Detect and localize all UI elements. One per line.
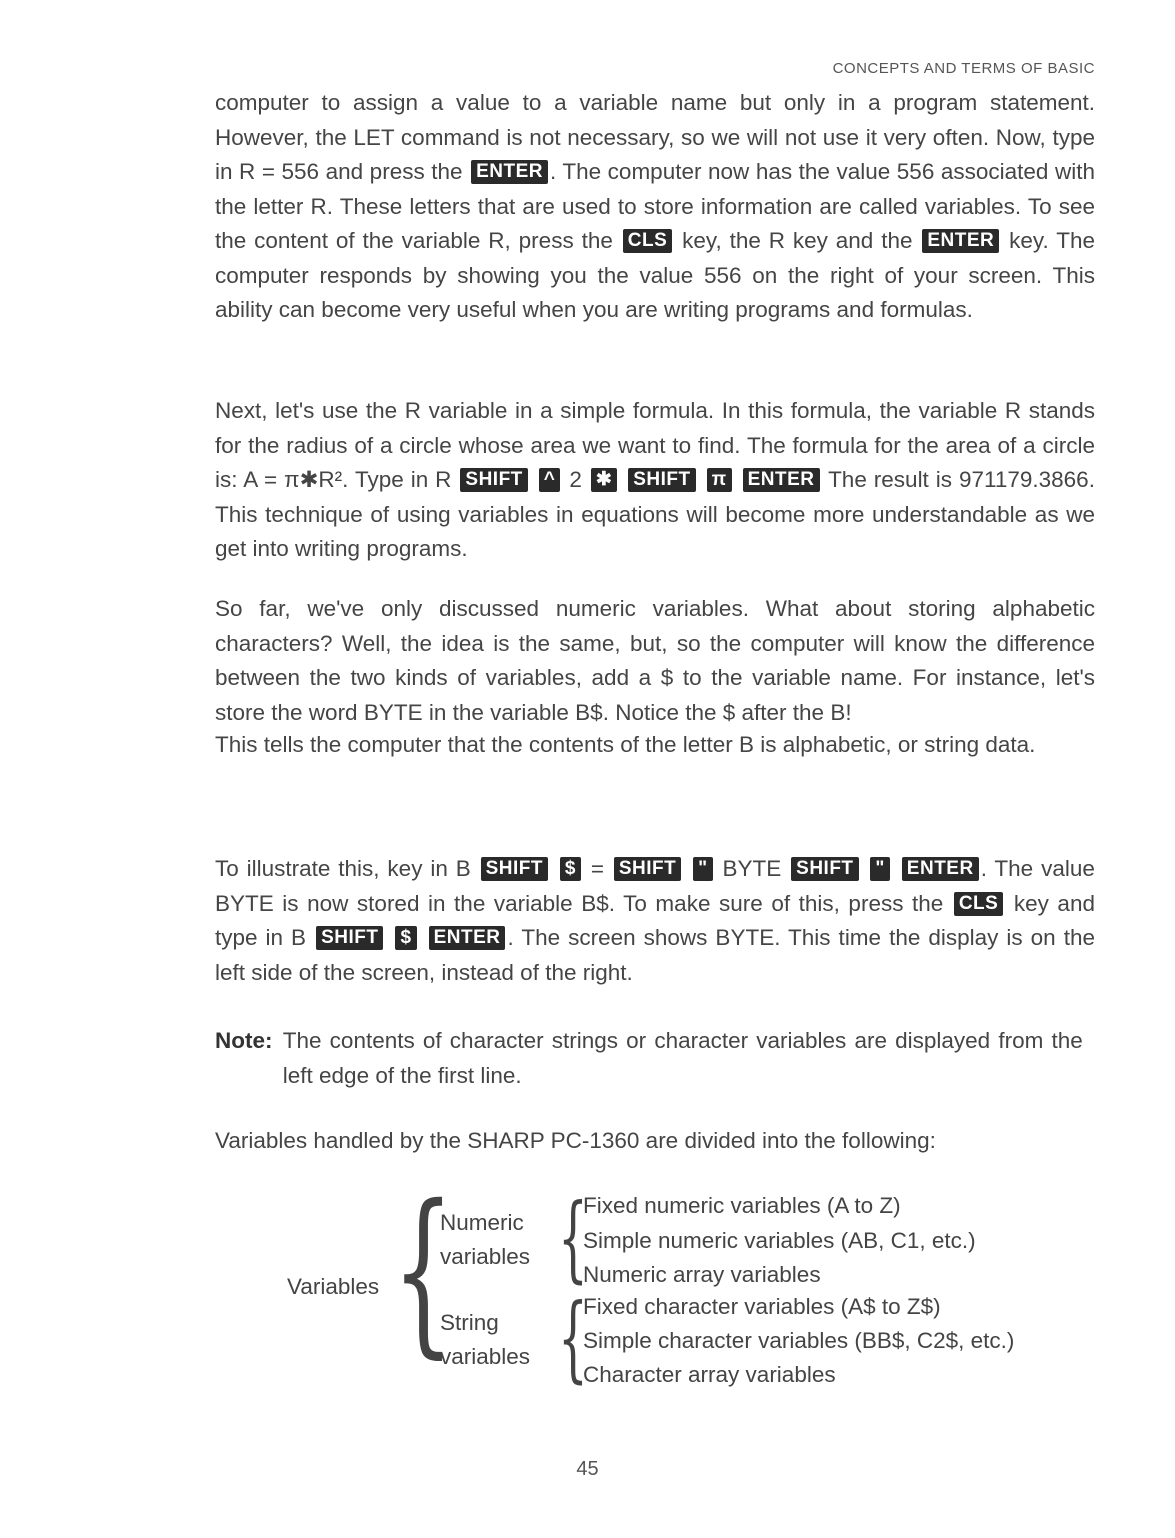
- paragraph-6: Variables handled by the SHARP PC-1360 are divided into the following:: [215, 1128, 936, 1153]
- p1-text-b: . The computer now has the value 556 associated with the letter R. These letters that are used to store information are called variables. To see the content of the variable R, press the: [215, 159, 1095, 253]
- page-number: 45: [576, 1458, 599, 1480]
- cls-key: CLS: [954, 892, 1004, 916]
- note-text: The contents of character strings or character variables are displayed from the left edge of the first line.: [282, 1028, 1083, 1088]
- numeric-item-fixed: Fixed numeric variables (A to Z): [583, 1193, 901, 1218]
- string-item-array: Character array variables: [583, 1362, 836, 1387]
- dollar-key: $: [395, 926, 416, 950]
- p5-text-f: . The screen shows BYTE. This time the display is on the left side of the screen, instead of the right.: [215, 925, 1095, 985]
- shift-key: SHIFT: [628, 468, 695, 492]
- enter-key: ENTER: [922, 229, 999, 253]
- string-label-2: variables: [440, 1344, 531, 1369]
- shift-key: SHIFT: [791, 857, 858, 881]
- enter-key: ENTER: [902, 857, 979, 881]
- shift-key: SHIFT: [316, 926, 383, 950]
- note-label: Note:: [215, 1028, 273, 1053]
- shift-key: SHIFT: [614, 857, 681, 881]
- cls-key: CLS: [623, 229, 673, 253]
- dollar-key: $: [560, 857, 581, 881]
- p1-text-c: key, the R key and the: [682, 228, 913, 253]
- p2-text-b: 2: [569, 467, 582, 492]
- string-item-simple: Simple character variables (BB$, C2$, etc.): [583, 1328, 1015, 1353]
- enter-key: ENTER: [471, 160, 548, 184]
- string-label-1: String: [440, 1310, 499, 1335]
- p2-text-c: The result is 971179.3866. This technique of using variables in equations will become more understandable as we get into writing programs.: [215, 467, 1095, 561]
- quote-key: ": [693, 857, 713, 881]
- pi-key: π: [707, 468, 732, 492]
- enter-key: ENTER: [743, 468, 820, 492]
- tree-root-label: Variables: [287, 1274, 380, 1299]
- paragraph-3: So far, we've only discussed numeric variables. What about storing alphabetic characters? Well, the idea is the same, but, so the computer will know the difference between the two kinds of variables, add a $ to the variable name. For instance, let's store the word BYTE in the variable B$. Notice the $ after the B!: [215, 596, 1095, 725]
- numeric-brace: {: [558, 1184, 588, 1293]
- p5-text-d: . The value BYTE is now stored in the variable B$. To make sure of this, press the: [215, 856, 1095, 916]
- p1-text-a: computer to assign a value to a variable name but only in a program statement. However, the LET command is not necessary, so we will not use it very often. Now, type in R = 556 and press the: [215, 90, 1095, 184]
- shift-key: SHIFT: [481, 857, 548, 881]
- quote-key: ": [870, 857, 890, 881]
- numeric-item-array: Numeric array variables: [583, 1262, 821, 1287]
- p5-text-e: key and type in B: [215, 890, 1095, 950]
- numeric-label-1: Numeric: [440, 1210, 524, 1235]
- string-item-fixed: Fixed character variables (A$ to Z$): [583, 1294, 941, 1319]
- p5-text-b: =: [590, 856, 604, 881]
- shift-key: SHIFT: [460, 468, 527, 492]
- numeric-item-simple: Simple numeric variables (AB, C1, etc.): [583, 1228, 976, 1253]
- numeric-label-2: variables: [440, 1244, 531, 1269]
- star-key: ✱: [591, 468, 617, 492]
- enter-key: ENTER: [429, 926, 506, 950]
- caret-key: ^: [539, 468, 561, 492]
- root-brace: {: [392, 1167, 455, 1374]
- p1-text-d: key. The computer responds by showing you the value 556 on the right of your screen. This ability can become very useful when you are writing programs and formulas.: [215, 228, 1096, 322]
- paragraph-4: This tells the computer that the contents of the letter B is alphabetic, or string data.: [215, 732, 1036, 757]
- running-header: CONCEPTS AND TERMS OF BASIC: [832, 60, 1095, 77]
- p5-text-a: To illustrate this, key in B: [215, 856, 471, 881]
- p2-text-a: Next, let's use the R variable in a simple formula. In this formula, the variable R stands for the radius of a circle whose area we want to find. The formula for the area of a circle is: A = π✱R². Type in R: [215, 398, 1095, 492]
- p5-text-c: BYTE: [722, 856, 782, 881]
- string-brace: {: [558, 1284, 588, 1393]
